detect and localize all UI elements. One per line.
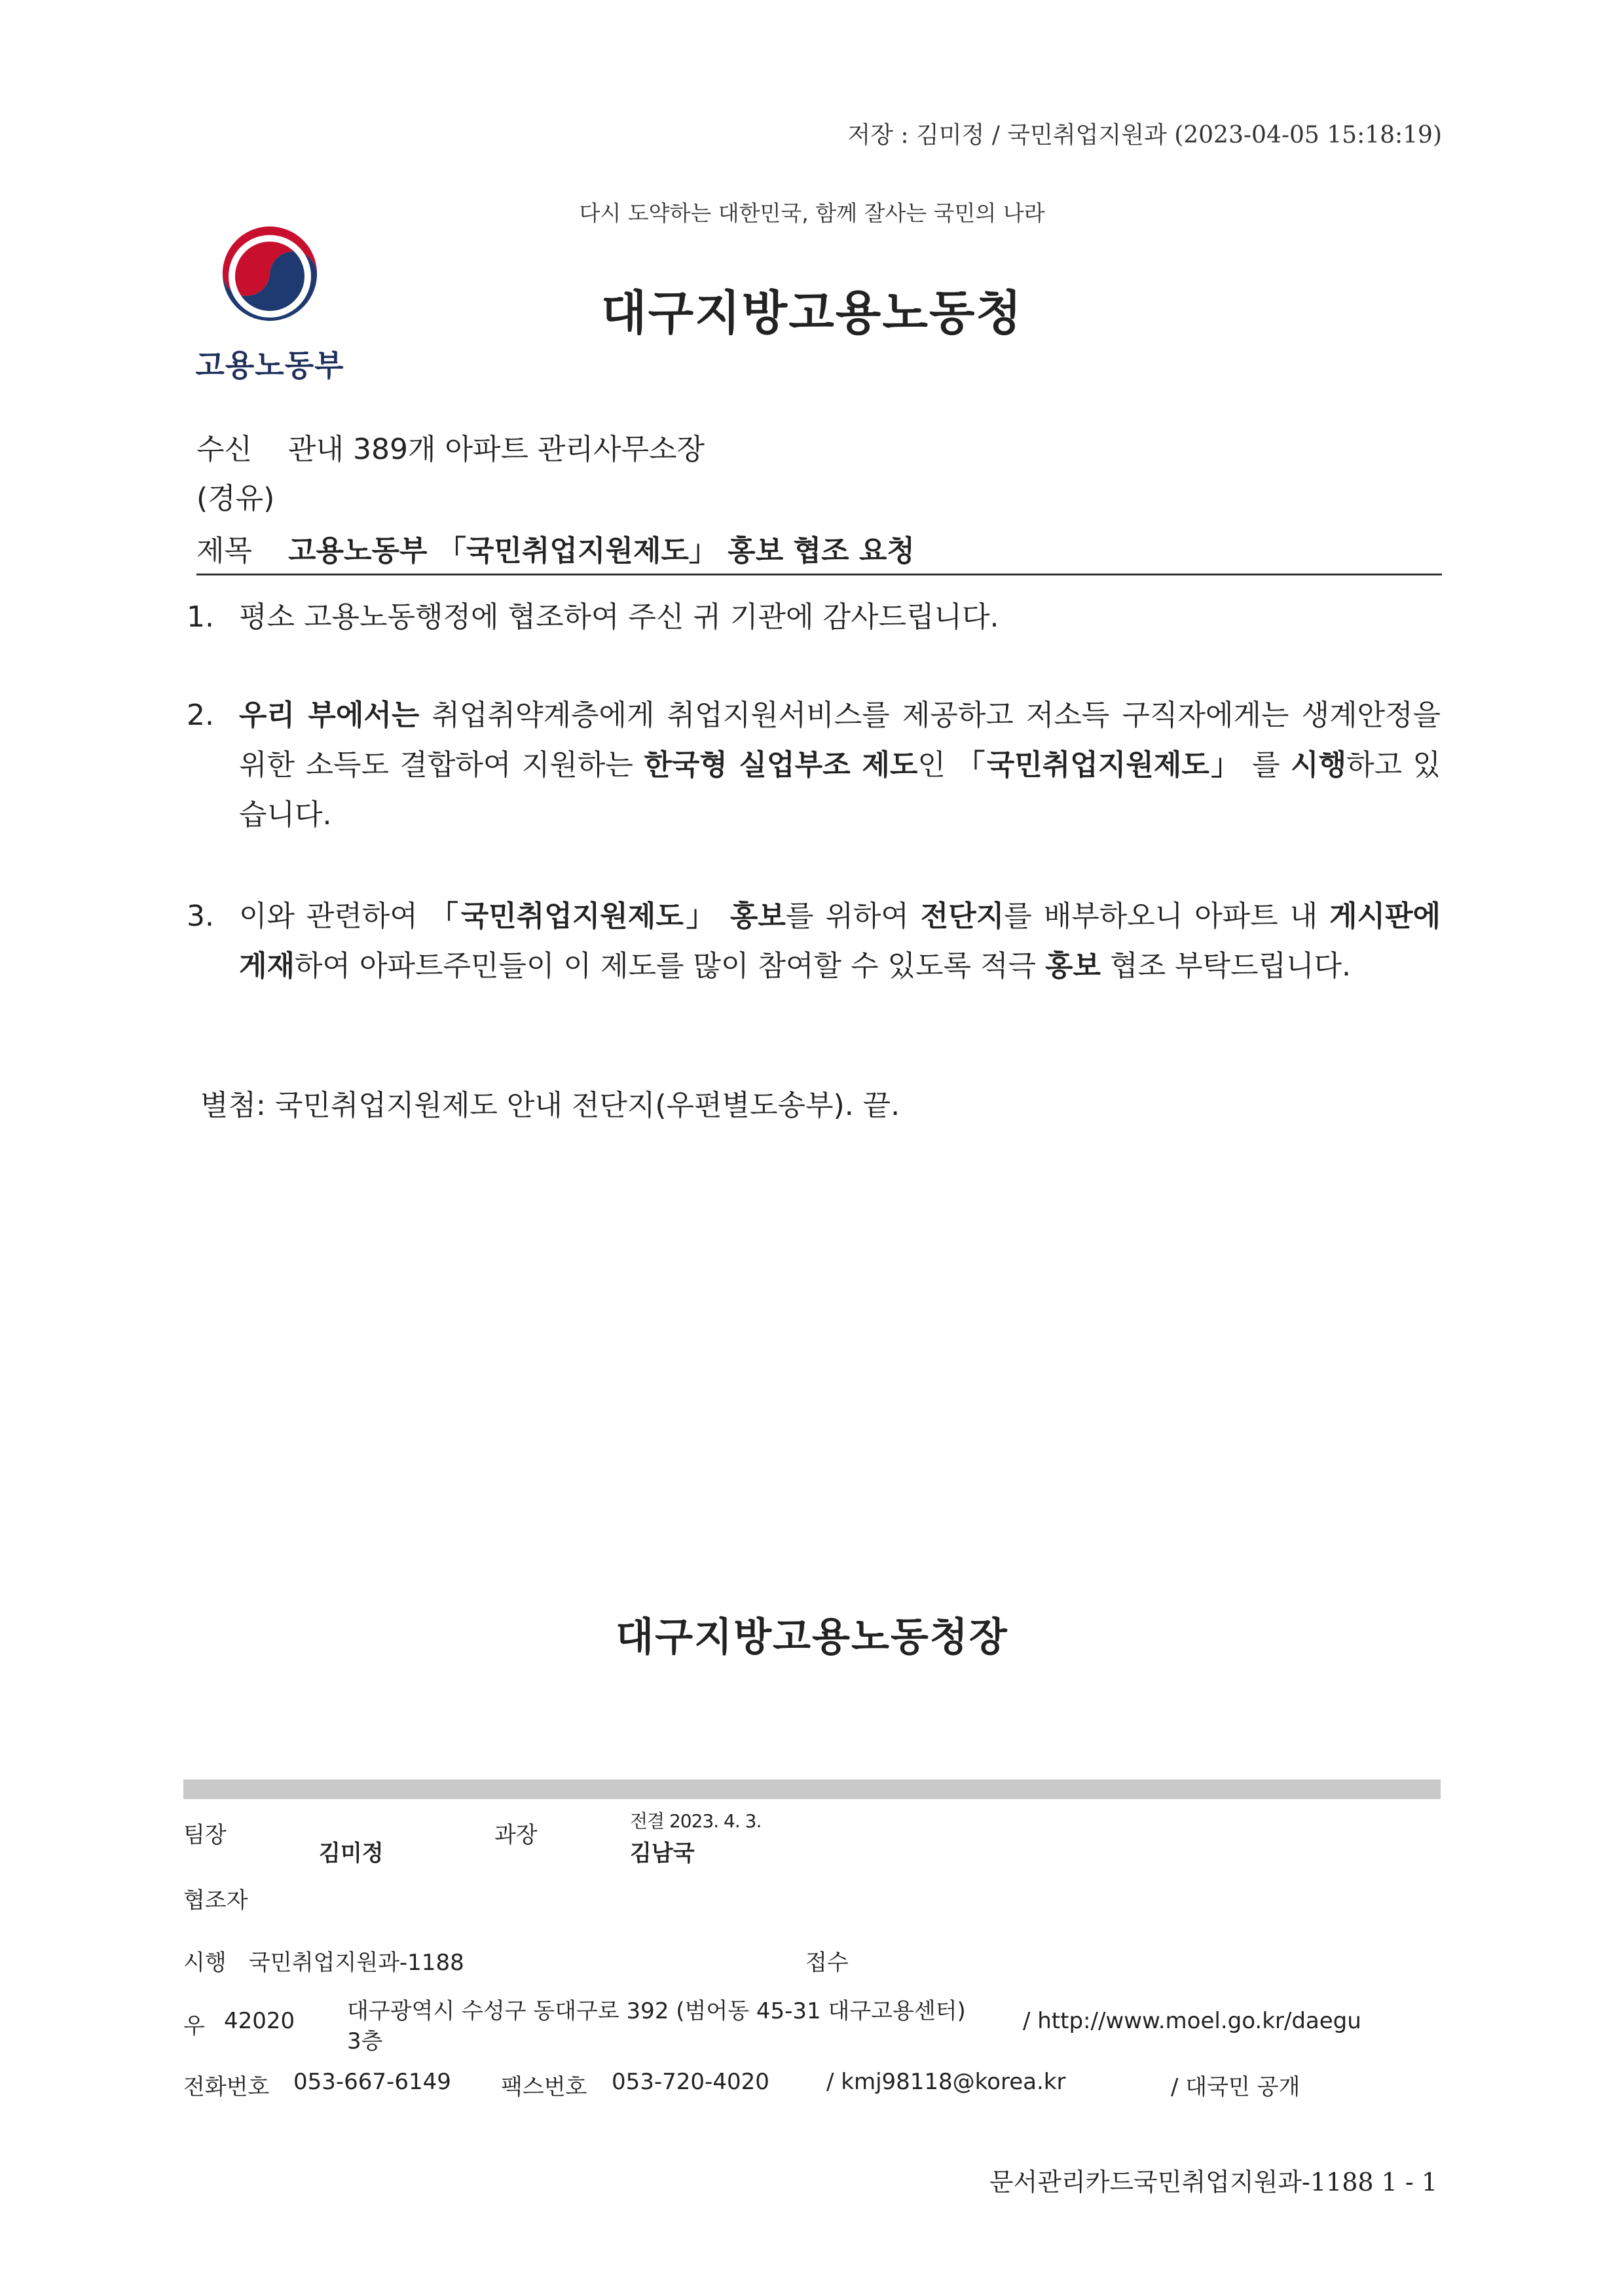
emphasis-text: 시행 xyxy=(1291,748,1347,782)
approval-date: 전결 2023. 4. 3. xyxy=(630,1810,762,1832)
document-footer-id: 문서관리카드국민취업지원과-1188 1 - 1 xyxy=(989,2168,1437,2196)
item-number: 2. xyxy=(187,699,214,732)
plain-text: 이와 관련하여 xyxy=(239,900,430,933)
email-address[interactable]: / kmj98118@korea.kr xyxy=(826,2069,1066,2095)
emphasis-text: 「국민취업지원제도」 홍보 xyxy=(429,900,786,933)
item-number: 3. xyxy=(187,900,214,933)
fax-label: 팩스번호 xyxy=(501,2074,587,2100)
receipt-label: 접수 xyxy=(805,1950,849,1976)
plain-text: 인 xyxy=(917,748,957,782)
document-body xyxy=(187,0,1441,1178)
website-link[interactable]: / http://www.moel.go.kr/daegu xyxy=(1023,2008,1361,2034)
plain-text: 하고 있습니다. xyxy=(239,748,1441,831)
enforce-value: 국민취업지원과-1188 xyxy=(249,1950,464,1976)
sender-name: 대구지방고용노동청장 xyxy=(616,1614,1008,1660)
footer-divider-band xyxy=(183,1779,1441,1799)
item-text xyxy=(239,892,1441,991)
plain-text: 협조 부탁드립니다. xyxy=(1101,949,1352,983)
body-item-2 xyxy=(187,691,1441,840)
attachment-note: 별첨: 국민취업지원제도 안내 전단지(우편별도송부). 끝. xyxy=(200,1089,900,1122)
phone-label: 전화번호 xyxy=(183,2074,270,2100)
emphasis-text: 전단지 xyxy=(920,900,1005,933)
phone-number: 053-667-6149 xyxy=(293,2069,451,2095)
emphasis-text: 「국민취업지원제도」 xyxy=(956,748,1242,782)
recipient-value: 관내 389개 아파트 관리사무소장 xyxy=(288,433,705,466)
plain-text: 를 위하여 xyxy=(785,900,921,933)
agency-title: 대구지방고용노동청 xyxy=(601,285,1023,340)
plain-text: 취업취약계층에게 취업지원서비스를 제공하고 저소득 구직자에게는 생계안정을 위한 소득도 결합하여 지원하는 xyxy=(239,699,1441,782)
plain-text: 하여 아파트주민들이 이 제도를 많이 참여할 수 있도록 적극 xyxy=(295,949,1045,983)
fax-number: 053-720-4020 xyxy=(612,2069,769,2095)
government-slogan: 다시 도약하는 대한민국, 함께 잘사는 국민의 나라 xyxy=(579,200,1045,226)
emphasis-text: 홍보 xyxy=(1045,949,1101,983)
item-text: 평소 고용노동행정에 협조하여 주신 귀 기관에 감사드립니다. xyxy=(239,600,999,634)
subject-value: 고용노동부 「국민취업지원제도」 홍보 협조 요청 xyxy=(288,534,915,568)
emphasis-text: 우리 부에서는 xyxy=(239,699,420,732)
enforce-label: 시행 xyxy=(183,1950,227,1976)
body-item-1 xyxy=(187,592,1441,642)
team-lead-name: 김미정 xyxy=(319,1840,384,1867)
emphasis-text: 게시판에 게재 xyxy=(239,900,1441,983)
body-item-3 xyxy=(187,892,1441,991)
emphasis-text: 한국형 실업부조 제도 xyxy=(644,748,918,782)
via-label: (경유) xyxy=(196,482,275,515)
subject-label: 제목 xyxy=(196,534,253,568)
disclosure-status: / 대국민 공개 xyxy=(1171,2074,1301,2100)
address-line-2: 3층 xyxy=(347,2028,383,2054)
address-line-1: 대구광역시 수성구 동대구로 392 (범어동 45-31 대구고용센터) xyxy=(347,1998,966,2024)
storage-note: 저장 : 김미정 / 국민취업지원과 (2023-04-05 15:18:19) xyxy=(847,122,1442,149)
director-name: 김남국 xyxy=(630,1840,695,1867)
team-lead-label: 팀장 xyxy=(183,1822,227,1848)
plain-text: 를 xyxy=(1241,748,1291,782)
recipient-label: 수신 xyxy=(196,433,253,466)
item-text xyxy=(239,691,1441,840)
postal-code: 42020 xyxy=(224,2008,295,2034)
postal-label: 우 xyxy=(183,2013,205,2039)
director-label: 과장 xyxy=(494,1822,538,1848)
cooperator-label: 협조자 xyxy=(183,1887,248,1914)
plain-text: 를 배부하오니 아파트 내 xyxy=(1004,900,1329,933)
item-number: 1. xyxy=(187,600,214,634)
logo-text: 고용노동부 xyxy=(195,348,344,383)
